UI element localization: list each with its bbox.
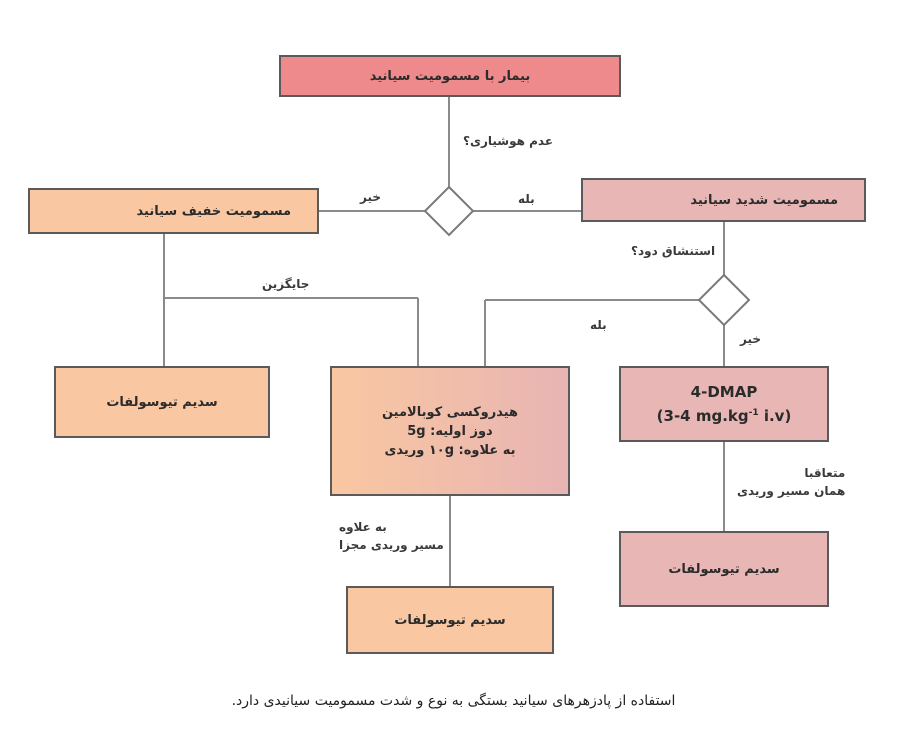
node-mild-poisoning [28,188,319,234]
node-thiosulfate-left [54,366,270,438]
node-mild-label: مسمومیت خفیف سیانید [136,203,291,219]
hydroxo-title: هیدروکسی کوبالامین [381,404,519,420]
label-also-line1: به علاوه [339,520,387,534]
dmap-dose: (3-4 mg.kg [656,406,749,425]
node-thio-left-label: سدیم تیوسولفات [106,394,218,410]
label-then [737,464,845,500]
node-severe-label: مسمومیت شدید سیانید [690,192,838,208]
label-yes-2: بله [590,318,607,332]
label-also [339,518,444,554]
node-severe-poisoning [581,178,866,222]
node-thiosulfate-bottom [346,586,554,654]
label-then-line1: متعاقبا [804,466,846,480]
node-patient-label: بیمار با مسمومیت سیانید [369,68,531,84]
decision-diamond-smoke [699,275,749,325]
dmap-dose-line [657,403,792,427]
node-thio-bottom-label: سدیم تیوسولفات [394,612,506,628]
label-also-line2: مسیر وریدی مجزا [339,538,444,552]
hydroxo-addition-line: به علاوه: ۱۰g وریدی [384,442,516,458]
node-4dmap [619,366,829,442]
dmap-route: i.v) [758,406,792,425]
label-smoke-inhalation: استنشاق دود؟ [631,244,716,258]
label-alternative: جایگزین [262,277,310,291]
node-hydroxocobalamin [330,366,570,496]
label-no-2: خیر [740,332,762,346]
node-patient [279,55,621,97]
dmap-dose-exponent: -1 [748,407,759,418]
hydroxo-dose-line: دوز اولیه: 5g [407,423,493,439]
dmap-title: 4-DMAP [690,382,758,401]
figure-caption: استفاده از پادزهرهای سیانید بستگی به نوع و شدت مسمومیت سیانیدی دارد. [231,693,676,709]
label-no-1: خیر [360,190,382,204]
label-unconscious: عدم هوشیاری؟ [463,134,554,148]
decision-diamond-unconscious [425,187,473,235]
node-thiosulfate-right [619,531,829,607]
label-then-line2: همان مسیر وریدی [737,484,846,498]
label-yes-1: بله [518,192,535,206]
node-thio-right-label: سدیم تیوسولفات [668,561,780,577]
